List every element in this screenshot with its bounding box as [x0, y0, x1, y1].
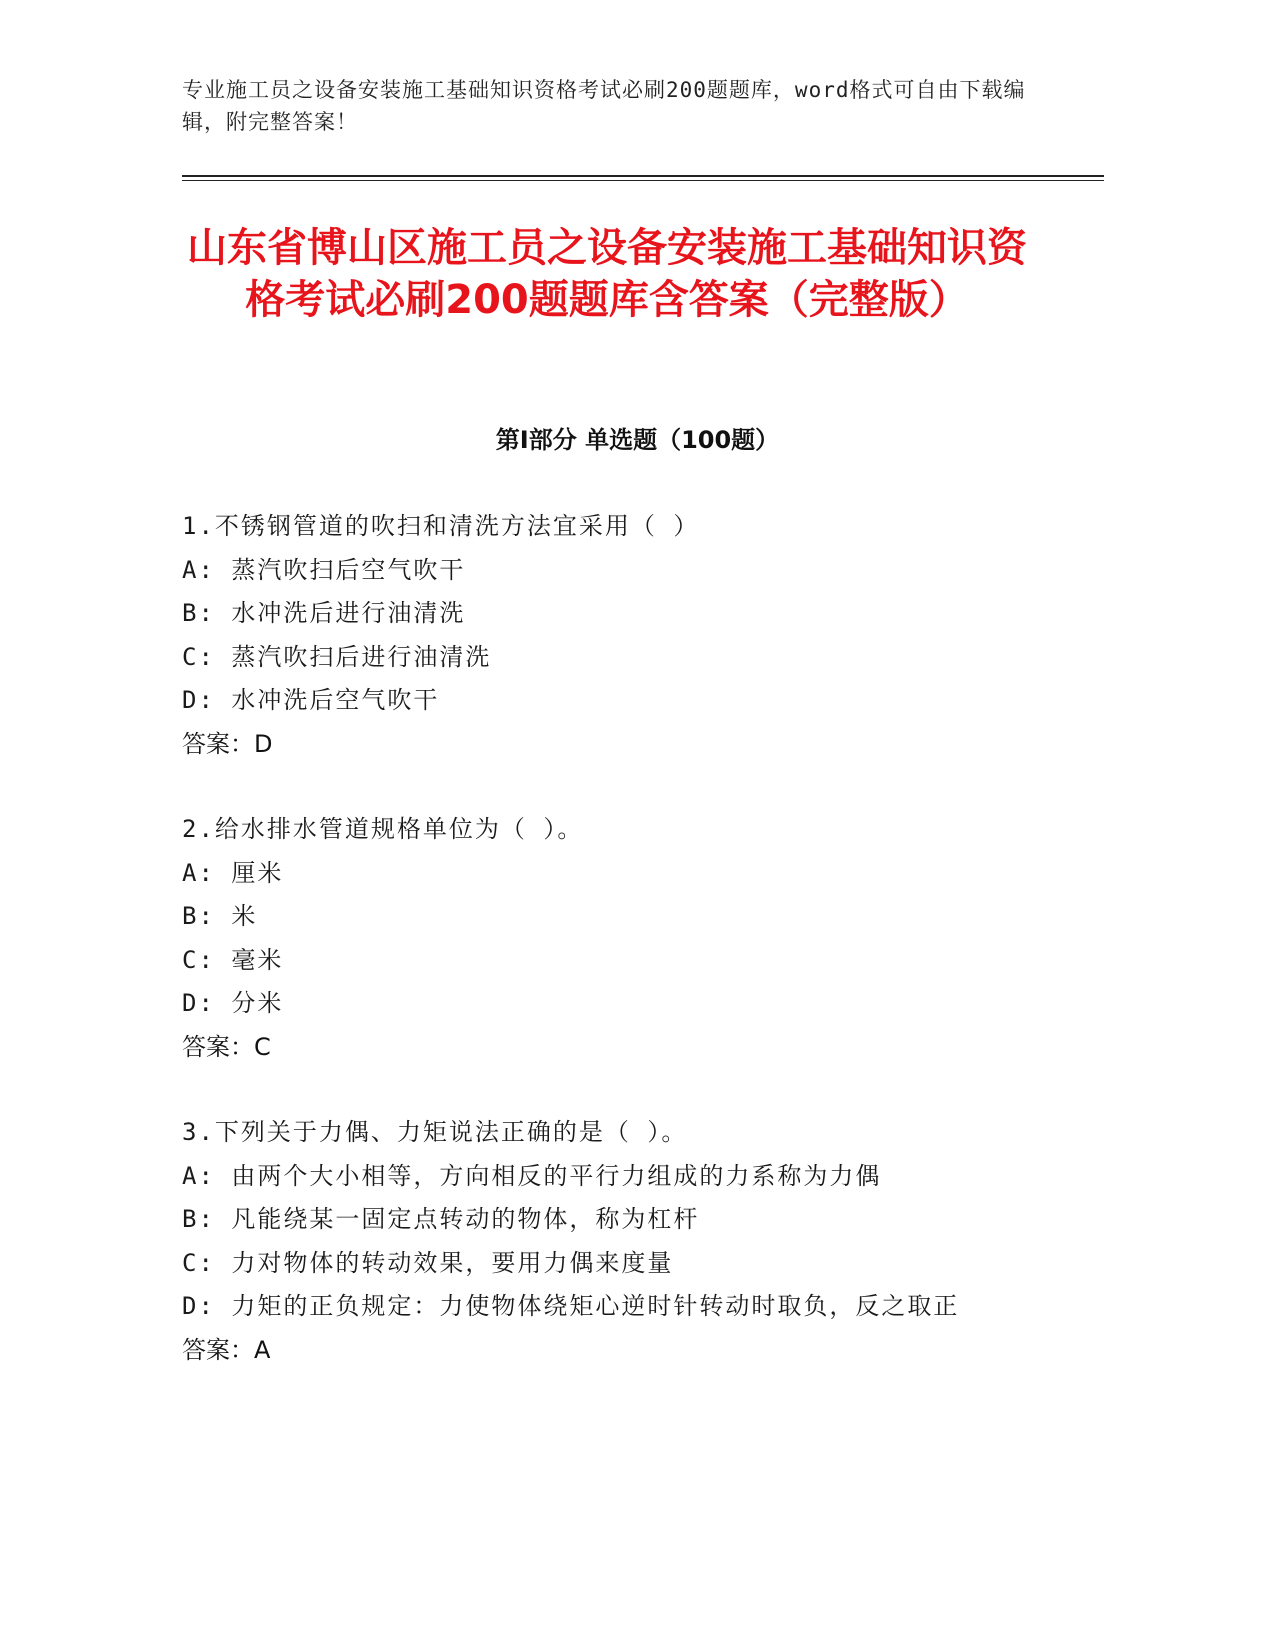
option-a: A: 蒸汽吹扫后空气吹干 — [182, 555, 466, 584]
document-title: 山东省博山区施工员之设备安装施工基础知识资格考试必刷200题题库含答案（完整版） — [187, 225, 1027, 323]
option-b: B: 米 — [182, 902, 258, 930]
question-stem: 3.下列关于力偶、力矩说法正确的是（ ）。 — [182, 1118, 688, 1146]
option-d: D: 力矩的正负规定：力使物体绕矩心逆时针转动时取负，反之取正 — [182, 1292, 960, 1320]
header-divider-thick — [182, 175, 1104, 177]
option-c: C: 毫米 — [182, 945, 284, 974]
answer-line: 答案：A — [182, 1335, 271, 1364]
section-heading: 第Ⅰ部分 单选题（100题） — [495, 426, 780, 454]
question-item — [182, 505, 1102, 766]
option-b: B: 水冲洗后进行油清洗 — [182, 599, 466, 627]
option-a: A: 由两个大小相等，方向相反的平行力组成的力系称为力偶 — [182, 1161, 882, 1190]
question-item — [182, 1111, 1102, 1372]
option-c: C: 力对物体的转动效果，要用力偶来度量 — [182, 1248, 674, 1277]
option-c: C: 蒸汽吹扫后进行油清洗 — [182, 642, 492, 671]
option-a: A: 厘米 — [182, 858, 284, 887]
answer-line: 答案：C — [182, 1032, 271, 1061]
header-note: 专业施工员之设备安装施工基础知识资格考试必刷200题题库，word格式可自由下载编辑，附完整答案！ — [182, 78, 1026, 134]
question-item — [182, 808, 1102, 1069]
header-divider-thin — [182, 180, 1104, 181]
question-stem: 2.给水排水管道规格单位为（ ）。 — [182, 815, 584, 843]
option-d: D: 水冲洗后空气吹干 — [182, 686, 440, 714]
option-d: D: 分米 — [182, 989, 284, 1017]
answer-line: 答案：D — [182, 729, 273, 758]
question-list — [182, 505, 1102, 1414]
option-b: B: 凡能绕某一固定点转动的物体，称为杠杆 — [182, 1205, 700, 1233]
question-stem: 1.不锈钢管道的吹扫和清洗方法宜采用（ ） — [182, 512, 700, 540]
